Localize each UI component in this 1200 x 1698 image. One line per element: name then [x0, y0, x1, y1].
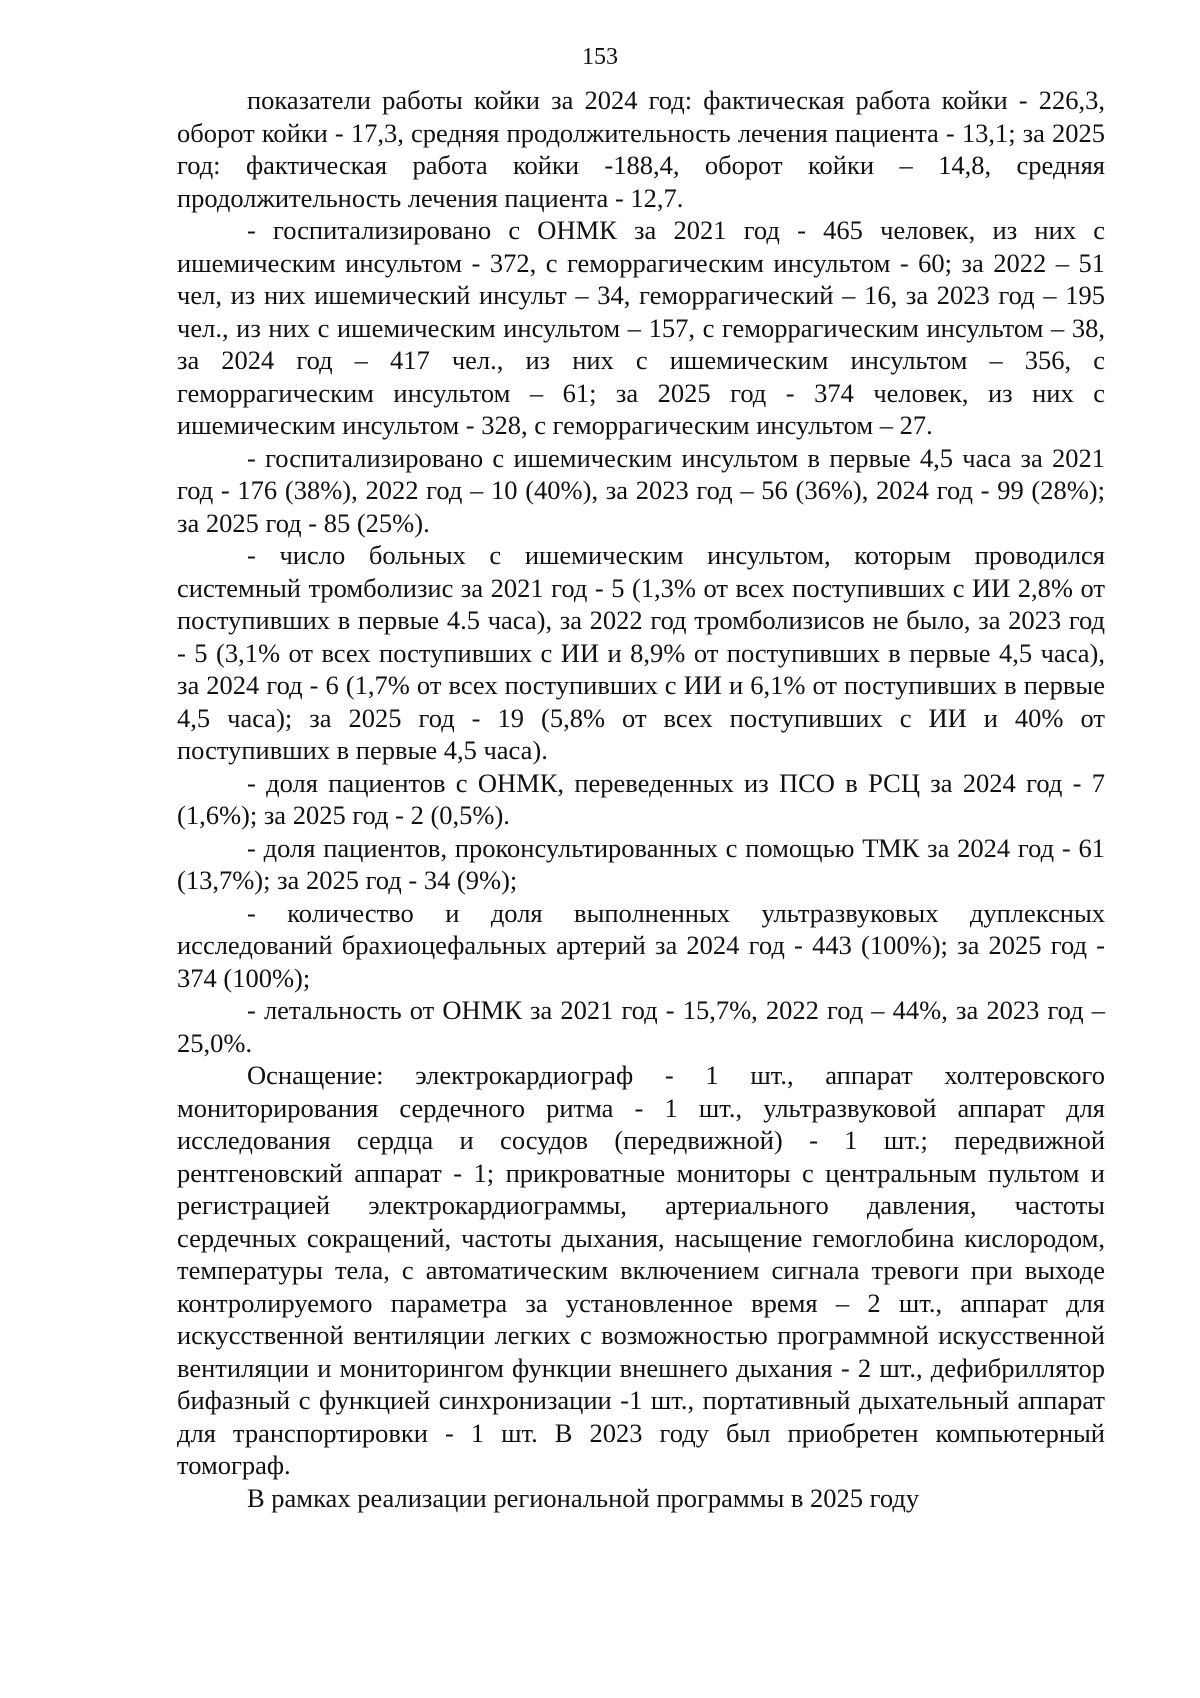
paragraph-regional-program: В рамках реализации региональной программы в 2025 году	[247, 1482, 920, 1513]
paragraph-transferred-patients: - доля пациентов с ОНМК, переведенных из ПСО в РСЦ за 2024 год - 7 (1,6%); за 2025 год - 2 (0,5%).	[177, 767, 1105, 830]
document-body	[177, 84, 1105, 1514]
paragraph-hospitalized-first-hours: - госпитализировано с ишемическим инсультом в первые 4,5 часа за 2021 год - 176 (38%), 2022 год – 10 (40%), за 2023 год – 56 (36%), 2024 год - 99 (28%); за 2025 год - 85 (25%).	[177, 442, 1105, 538]
paragraph-equipment: Оснащение: электрокардиограф - 1 шт., аппарат холтеровского мониторирования сердечного ритма - 1 шт., ультразвуковой аппарат для исследования сердца и сосудов (передвижной) - 1 шт.; передвижной рентгеновский аппарат - 1; прикроватные мониторы с центральным пультом и регистрацией электрокардиограммы, артериального давления, частоты сердечных сокращений, частоты дыхания, насыщение гемоглобина кислородом, температуры тела, с автоматическим включением сигнала тревоги при выходе контролируемого параметра за установленное время – 2 шт., аппарат для искусственной вентиляции легких с возможностью программной искусственной вентиляции и мониторингом функции внешнего дыхания - 2 шт., дефибриллятор бифазный с функцией синхронизации -1 шт., портативный дыхательный аппарат для транспортировки - 1 шт. В 2023 году был приобретен компьютерный томограф.	[177, 1060, 1105, 1480]
paragraph-telemedicine: - доля пациентов, проконсультированных с помощью ТМК за 2024 год - 61 (13,7%); за 2025 год - 34 (9%);	[177, 832, 1105, 895]
page-number: 153	[582, 44, 618, 70]
paragraph-mortality: - летальность от ОНМК за 2021 год - 15,7%, 2022 год – 44%, за 2023 год – 25,0%.	[177, 995, 1105, 1058]
paragraph-ultrasound: - количество и доля выполненных ультразвуковых дуплексных исследований брахиоцефальных артерий за 2024 год - 443 (100%); за 2025 год - 374 (100%);	[177, 897, 1105, 993]
paragraph-thrombolysis: - число больных с ишемическим инсультом, которым проводился системный тромболизис за 2021 год - 5 (1,3% от всех поступивших с ИИ 2,8% от поступивших в первые 4.5 часа), за 2022 год тромболизисов не было, за 2023 год - 5 (3,1% от всех поступивших с ИИ и 8,9% от поступивших в первые 4,5 часа), за 2024 год - 6 (1,7% от всех поступивших с ИИ и 6,1% от поступивших в первые 4,5 часа); за 2025 год - 19 (5,8% от всех поступивших с ИИ и 40% от поступивших в первые 4,5 часа).	[177, 540, 1105, 765]
paragraph-hospitalized-stroke: - госпитализировано с ОНМК за 2021 год - 465 человек, из них с ишемическим инсультом - 372, с геморрагическим инсультом - 60; за 2022 – 51 чел, из них ишемический инсульт – 34, геморрагический – 16, за 2023 год – 195 чел., из них с ишемическим инсультом – 157, с геморрагическим инсультом – 38, за 2024 год – 417 чел., из них с ишемическим инсультом – 356, с геморрагическим инсультом – 61; за 2025 год - 374 человек, из них с ишемическим инсультом - 328, с геморрагическим инсультом – 27.	[177, 215, 1105, 440]
paragraph-bed-performance: показатели работы койки за 2024 год: фактическая работа койки - 226,3, оборот койки - 17,3, средняя продолжительность лечения пациента - 13,1; за 2025 год: фактическая работа койки -188,4, оборот койки – 14,8, средняя продолжительность лечения пациента - 12,7.	[177, 85, 1105, 213]
